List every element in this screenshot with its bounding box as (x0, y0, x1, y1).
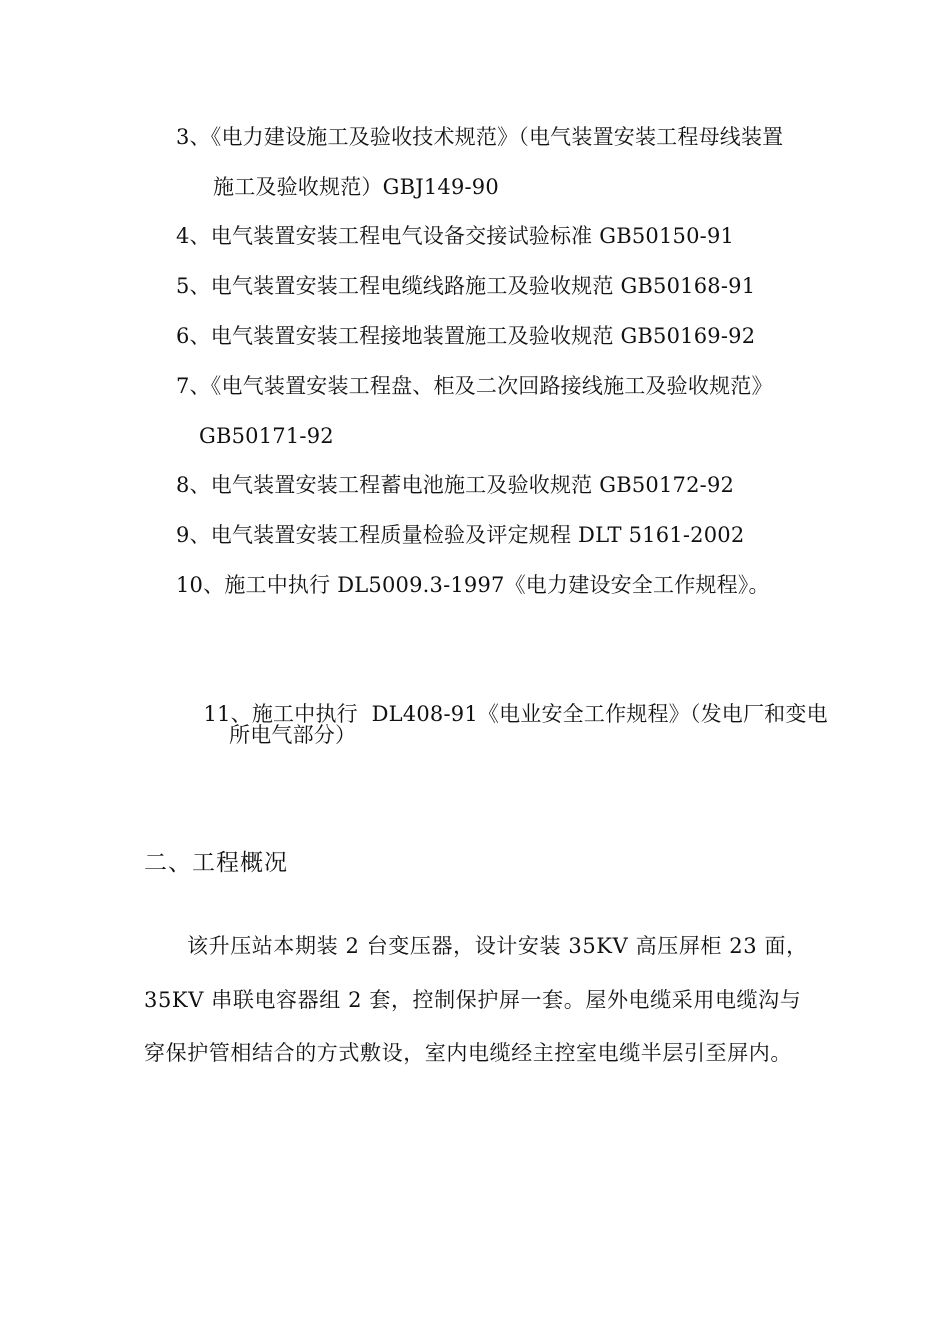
reference-line (176, 372, 773, 400)
paragraph-line: 35KV 串联电容器组 2 套，控制保护屏一套。屋外电缆采用电缆沟与 (144, 988, 802, 1012)
reference-line-continuation: 施工及验收规范）GBJ149-90 (213, 175, 499, 199)
reference-line (176, 222, 734, 250)
reference-text: 《电气装置安装工程盘、柜及二次回路接线施工及验收规范》 (210, 374, 773, 398)
reference-number: 5、 (176, 274, 211, 298)
reference-number: 7、 (176, 374, 211, 398)
reference-number: 3、 (176, 125, 211, 149)
reference-text: 电气装置安装工程蓄电池施工及验收规范 GB50172-92 (210, 473, 735, 497)
reference-number: 4、 (176, 224, 211, 248)
reference-line (176, 571, 770, 599)
reference-text: 电气装置安装工程电气设备交接试验标准 GB50150-91 (210, 224, 735, 248)
reference-number: 9、 (176, 523, 211, 547)
reference-text: 施工中执行 DL408-91《电业安全工作规程》（发电厂和变电 (251, 702, 828, 726)
reference-line (176, 123, 783, 151)
reference-number: 6、 (176, 324, 211, 348)
reference-number: 8、 (176, 473, 211, 497)
reference-text: 施工中执行 DL5009.3-1997《电力建设安全工作规程》。 (224, 573, 770, 597)
reference-text: 电气装置安装工程质量检验及评定规程 DLT 5161-2002 (210, 523, 745, 547)
reference-line (176, 272, 755, 300)
reference-line (176, 471, 734, 499)
reference-number: 10、 (176, 573, 225, 597)
reference-text: 电气装置安装工程电缆线路施工及验收规范 GB50168-91 (210, 274, 756, 298)
reference-line-continuation: 所电气部分） (229, 723, 357, 747)
reference-number: 11、 (203, 702, 252, 726)
section-heading: 二、工程概况 (144, 850, 288, 876)
paragraph-line: 该升压站本期装 2 台变压器，设计安装 35KV 高压屏柜 23 面， (187, 934, 808, 958)
reference-text: 《电力建设施工及验收技术规范》（电气装置安装工程母线装置 (210, 125, 784, 149)
paragraph-line: 穿保护管相结合的方式敷设，室内电缆经主控室电缆半层引至屏内。 (144, 1041, 792, 1065)
reference-line (176, 322, 755, 350)
reference-line-continuation: GB50171-92 (199, 424, 334, 448)
reference-line (176, 521, 744, 549)
reference-text: 电气装置安装工程接地装置施工及验收规范 GB50169-92 (210, 324, 756, 348)
